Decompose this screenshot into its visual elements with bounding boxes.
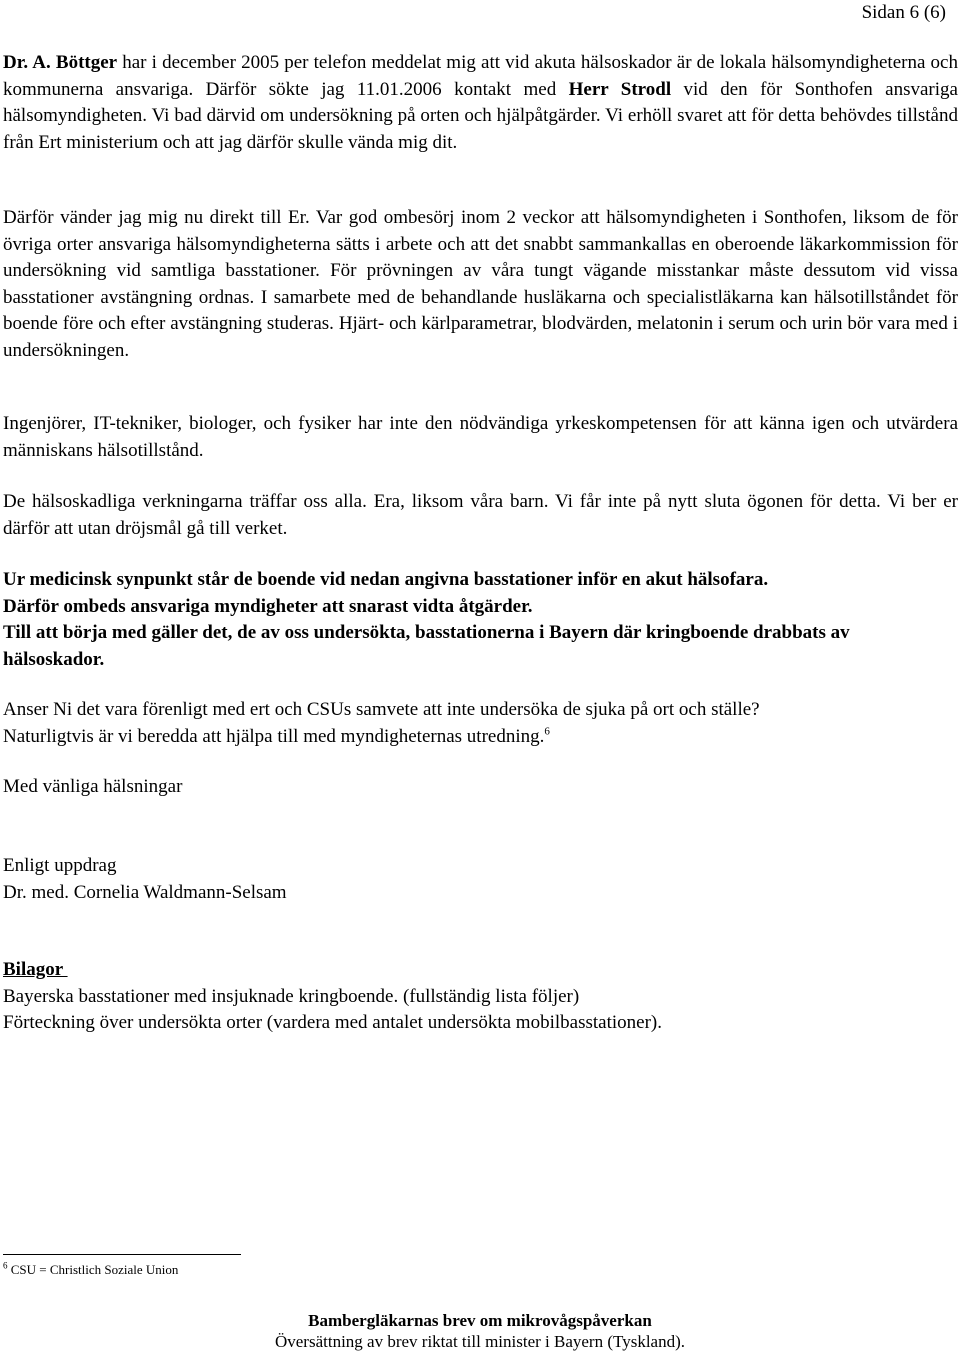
- footer-title: Bambergläkarnas brev om mikrovågspåverkan: [308, 1311, 652, 1330]
- bold-statement-line: Till att börja med gäller det, de av oss undersökta, basstationerna i Bayern där kringboende drabbats av hälsoskador.: [3, 622, 850, 670]
- paragraph-text: har i december 2005 per telefon meddelat mig att vid akuta hälsoskador är de lokala hälsomyndigheterna och kommunerna ansvariga. Därför sökte jag 11.01.2006 kontakt med: [3, 52, 958, 100]
- attachments-block: [3, 957, 958, 1037]
- signature-block: [3, 853, 958, 906]
- attachment-item: Bayerska basstationer med insjuknade kringboende. (fullständig lista följer): [3, 985, 580, 1007]
- question-line: Naturligtvis är vi beredda att hjälpa till med myndigheternas utredning.$^6$: [3, 725, 550, 747]
- footnote-number: 6: [3, 1260, 8, 1271]
- footer-subtitle: Översättning av brev riktat till minister i Bayern (Tyskland).: [274, 1332, 686, 1351]
- paragraph-competence: Ingenjörer, IT-tekniker, biologer, och fysiker har inte den nödvändiga yrkeskompetensen för att känna igen och utvärdera människans hälsotillstånd.: [3, 413, 958, 461]
- bold-statement-line: Därför ombeds ansvariga myndigheter att snarast vidta åtgärder.: [3, 595, 533, 617]
- page-number: Sidan 6 (6): [861, 2, 946, 23]
- closing-greeting: Med vänliga hälsningar: [3, 776, 183, 797]
- name-dr-a: Dr. A.: [3, 52, 51, 73]
- name-bottger: Böttger: [55, 52, 118, 73]
- footnote-ref: 6: [544, 725, 550, 738]
- question-line: Anser Ni det vara förenligt med ert och CSUs samvete att inte undersöka de sjuka på ort och ställe?: [3, 699, 760, 720]
- attachment-item: Förteckning över undersökta orter (vardera med antalet undersökta mobilbasstationer).: [3, 1012, 662, 1033]
- paragraph-question: [3, 697, 958, 750]
- paragraph-request: Därför vänder jag mig nu direkt till Er. Var god ombesörj inom 2 veckor att hälsomyndigheten i Sonthofen, liksom de för övriga orter ansvariga hälsomyndigheterna sätts i arbete och att det snabbt sammankallas en oberoende läkarkommission för undersökning vid samtliga basstationer. För prövningen av våra tungt vägande misstankar måste dessutom vid vissa basstationer avstängning ordnas. I samarbete med de behandlande husläkarna och specialistläkarna kan hälsotillståndet för boende före och efter avstängning studeras. Hjärt- och kärlparametrar, blodvärden, melatonin i serum och urin bör vara med i undersökningen.: [3, 207, 958, 361]
- paragraph-text: vid den för Sonthofen ansvariga hälsomyndigheten. Vi bad därvid om undersökning på orten och hjälpåtgärder. Vi erhöll svaret att för detta behövdes tillstånd från Ert ministerium och att jag därför skulle vända mig dit.: [3, 78, 958, 153]
- signature-name: Dr. med. Cornelia Waldmann-Selsam: [3, 881, 287, 903]
- bold-statement-line: Ur medicinsk synpunkt står de boende vid nedan angivna basstationer inför en akut hälsofara.: [3, 569, 769, 590]
- attachments-heading: Bilagor: [3, 959, 68, 980]
- paragraph-health-effects: De hälsoskadliga verkningarna träffar oss alla. Era, liksom våra barn. Vi får inte på nytt sluta ögonen för detta. Vi ber er därför att utan dröjsmål gå till verket.: [3, 491, 958, 539]
- name-herr-strodl: Herr Strodl: [568, 78, 672, 100]
- footnote: [3, 1262, 178, 1278]
- signature-line: Enligt uppdrag: [3, 855, 117, 876]
- footnote-text: CSU = Christlich Soziale Union: [7, 1262, 179, 1277]
- paragraph-contact-history: [3, 50, 958, 156]
- footnote-separator: [3, 1254, 241, 1255]
- bold-statement-block: [3, 567, 958, 673]
